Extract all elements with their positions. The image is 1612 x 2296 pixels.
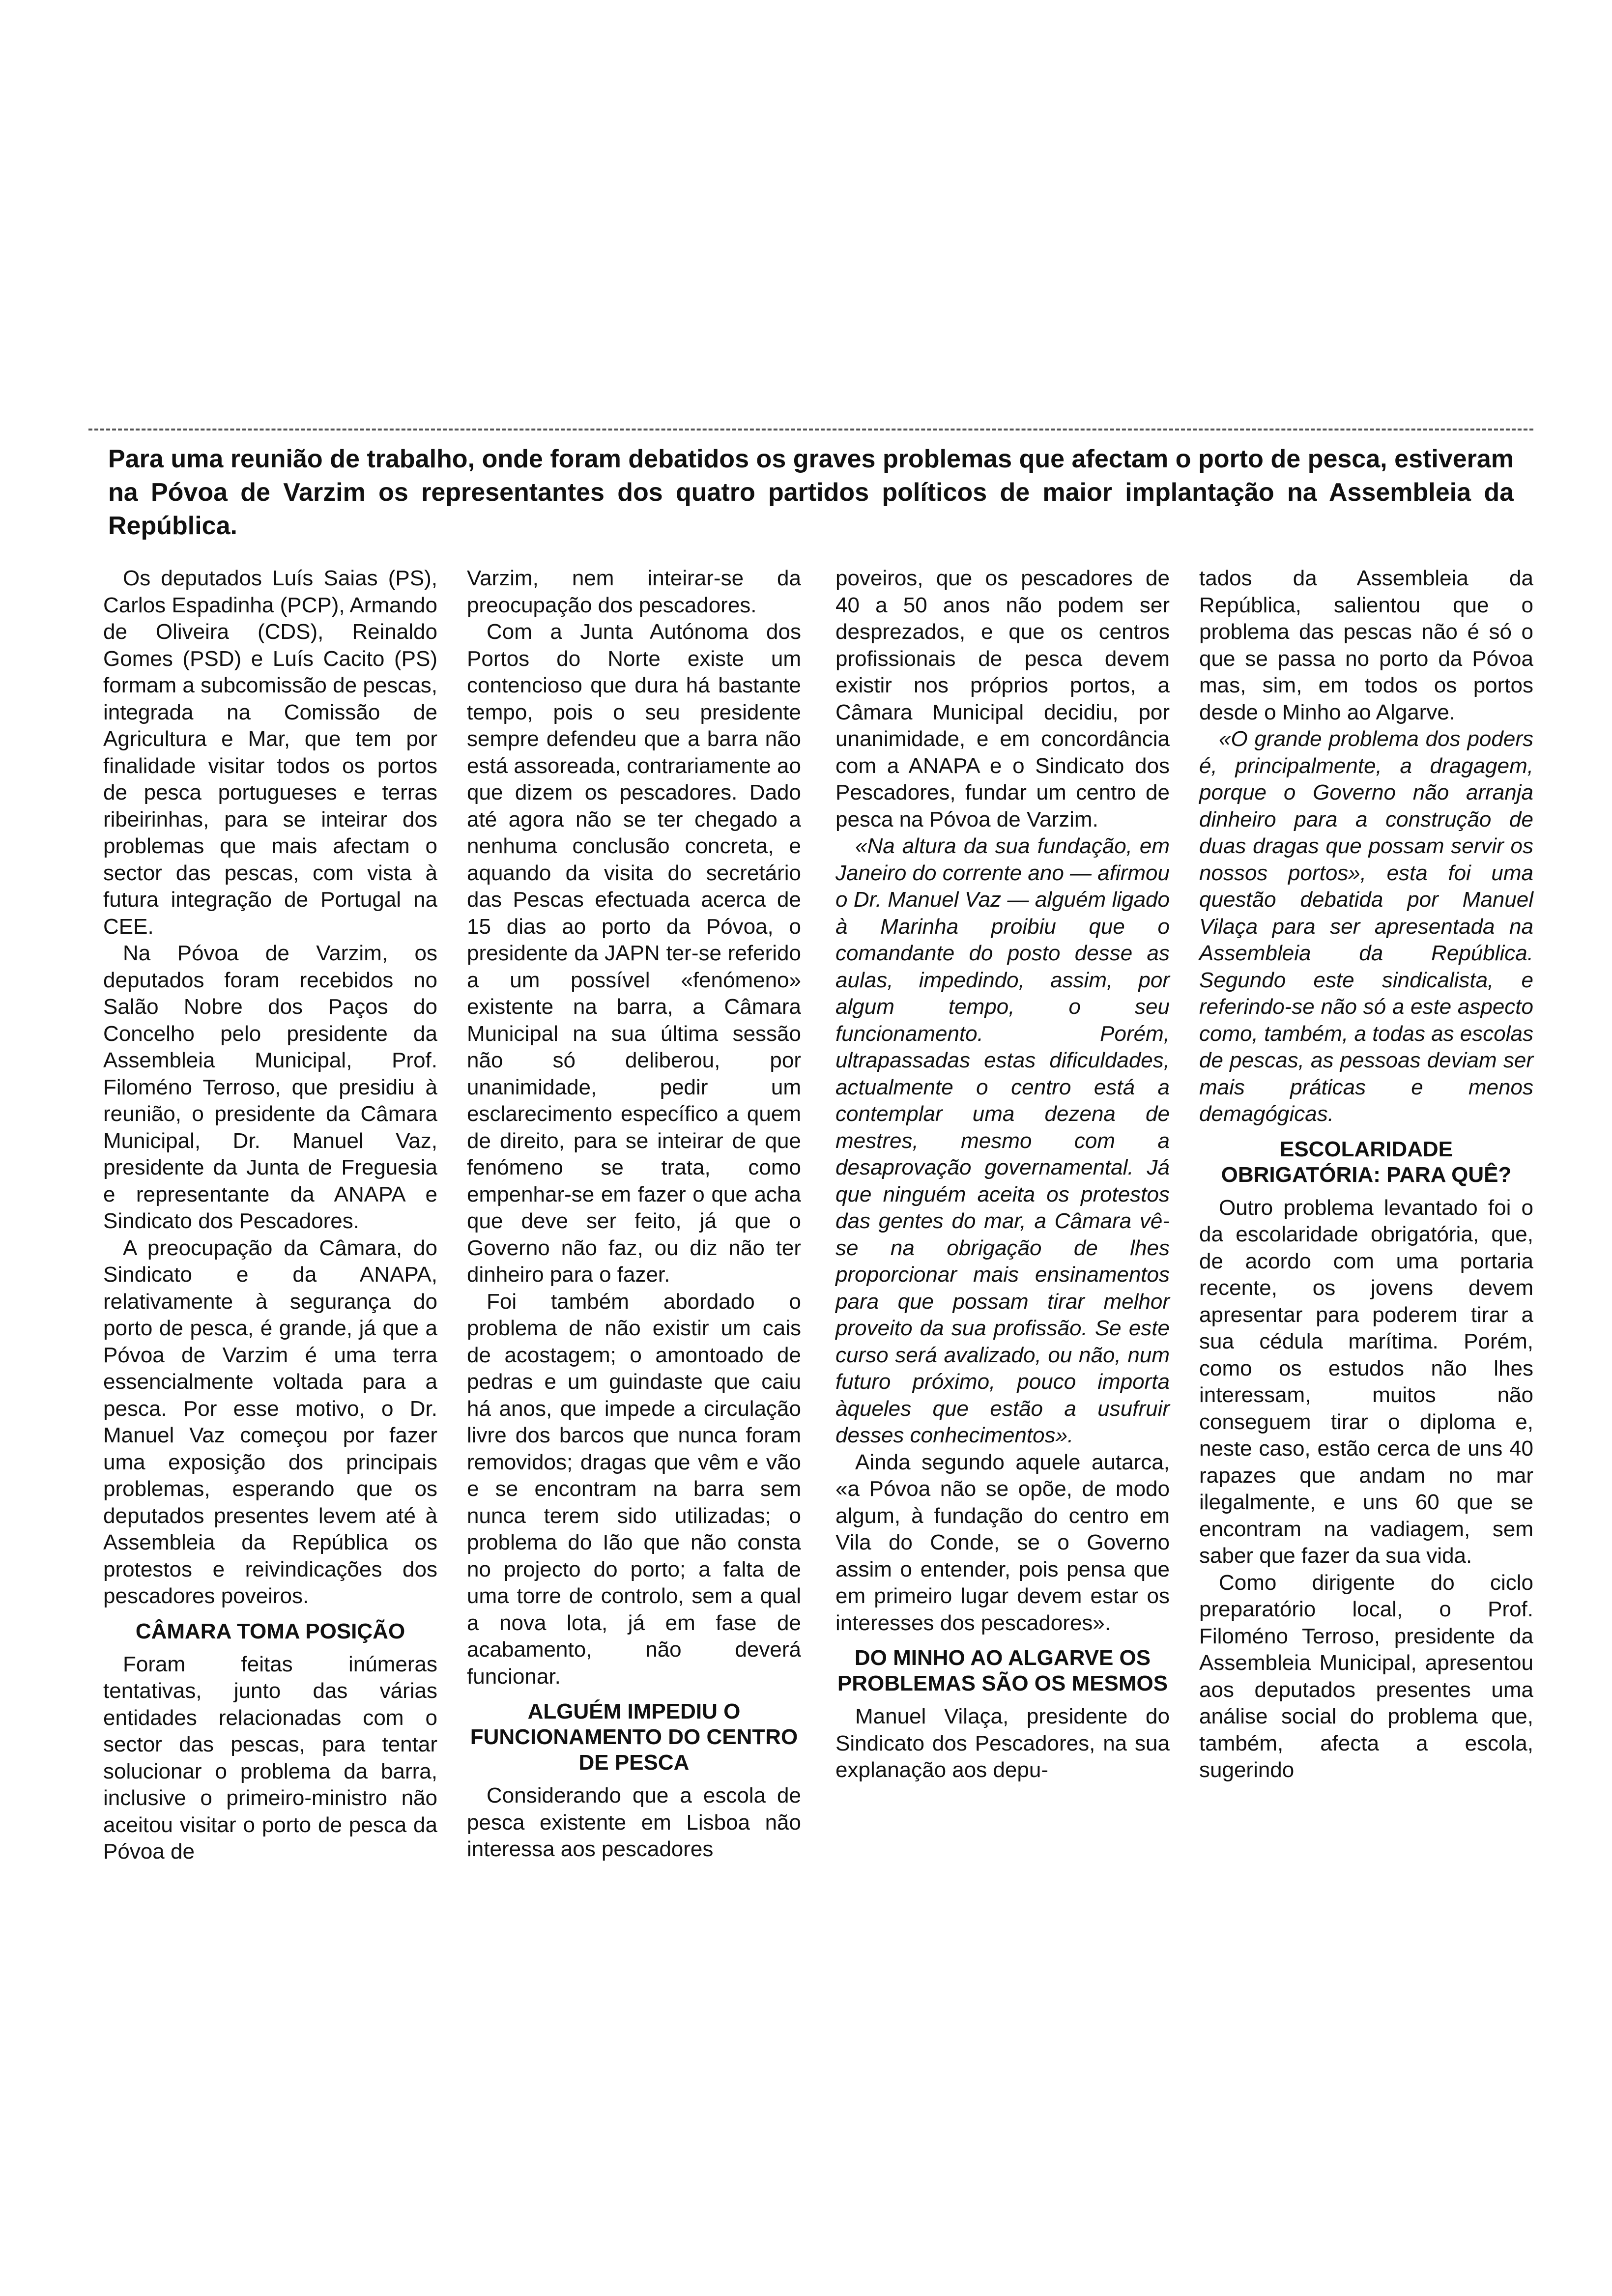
paragraph: A preocupação da Câmara, do Sindicato e da ANAPA, relativamente à segurança do porto de pesca, é grande, já que a Póvoa de Varzim é uma terra essencialmente voltada para a pesca. Por esse motivo, o Dr. Manuel Vaz começou por fazer uma exposição dos principais problemas, esperando que os deputados presentes levem até à Assembleia da República os protestos e reivindicações dos pescadores poveiros. bbox=[103, 1235, 437, 1608]
paragraph: Foram feitas inúmeras tentativas, junto das várias entidades relacionadas com o sector das pescas, para tentar solucionar o problema da barra, inclusive o primeiro-ministro não aceitou visitar o porto de pesca da Póvoa de bbox=[103, 1652, 437, 1864]
paragraph: Com a Junta Autónoma dos Portos do Norte existe um contencioso que dura há bastante tempo, pois o seu presidente sempre defendeu que a barra não está assoreada, contrariamente ao que dizem os pescadores. Dado até agora não se ter chegado a nenhuma conclusão concreta, e aquando da visita do secretário das Pescas efectuada acerca de 15 dias ao porto da Póvoa, o presidente da JAPN ter-se referido a um possível «fenómeno» existente na barra, a Câmara Municipal na sua última sessão não só deliberou, por unanimidade, pedir um esclarecimento específico a quem de direito, para se inteirar de que fenómeno se trata, como empenhar-se em fazer o que acha que deve ser feito, já que o Governo não faz, ou diz não ter dinheiro para o fazer. bbox=[467, 620, 801, 1287]
paragraph: Como dirigente do ciclo preparatório local, o Prof. Filoméno Terroso, presidente da Assembleia Municipal, apresentou aos deputados presentes uma análise social do problema que, também, afecta a escola, sugerindo bbox=[1199, 1570, 1533, 1782]
paragraph: poveiros, que os pescadores de 40 a 50 anos não podem ser desprezados, e que os centros profissionais de pesca devem existir nos próprios portos, a Câmara Municipal decidiu, por unanimidade, e em concordância com a ANAPA e o Sindicato dos Pescadores, fundar um centro de pesca na Póvoa de Varzim. bbox=[835, 566, 1170, 832]
section-heading: CÂMARA TOMA POSIÇÃO bbox=[135, 1619, 405, 1643]
paragraph: tados da Assembleia da República, salientou que o problema das pescas não é só o que se passa no porto da Póvoa mas, sim, em todos os portos desde o Minho ao Algarve. bbox=[1199, 566, 1533, 724]
paragraph: Os deputados Luís Saias (PS), Carlos Espadinha (PCP), Armando de Oliveira (CDS), Reinaldo Gomes (PSD) e Luís Cacito (PS) formam a subcomissão de pescas, integrada na Comissão de Agricultura e Mar, que tem por finalidade visitar todos os portos de pesca portugueses e terras ribeirinhas, para se inteirar dos problemas que mais afectam o sector das pescas, com vista à futura integração de Portugal na CEE. bbox=[103, 566, 437, 939]
paragraph: Varzim, nem inteirar-se da preocupação dos pescadores. bbox=[467, 566, 801, 617]
column-4 bbox=[1199, 565, 1533, 1784]
paragraph: Ainda segundo aquele autarca, «a Póvoa não se opõe, de modo algum, à fundação do centro em Vila do Conde, se o Governo assim o entender, pois pensa que em primeiro lugar devem estar os interesses dos pescadores». bbox=[835, 1450, 1170, 1635]
column-1 bbox=[103, 565, 437, 1866]
newspaper-clipping bbox=[88, 423, 1533, 1864]
paragraph: «O grande problema dos poders é, principalmente, a dragagem, porque o Governo não arranja dinheiro para a construção de duas dragas que possam servir os nossos portos», esta foi uma questão debatida por Manuel Vilaça para ser apresentada na Assembleia da República. Segundo este sindicalista, e referindo-se não só a este aspecto como, também, a todas as escolas de pescas, as pessoas deviam ser mais práticas e menos demagógicas. bbox=[1199, 727, 1533, 1126]
section-heading: ESCOLARIDADE OBRIGATÓRIA: PARA QUÊ? bbox=[1221, 1137, 1512, 1187]
article-lead: Para uma reunião de trabalho, onde foram debatidos os graves problemas que afectam o porto de pesca, estiveram na Póvoa de Varzim os representantes dos quatro partidos políticos de maior implantação na Assembleia da República. bbox=[108, 445, 1514, 540]
column-2 bbox=[467, 565, 801, 1863]
paragraph: Na Póvoa de Varzim, os deputados foram recebidos no Salão Nobre dos Paços do Concelho pelo presidente da Assembleia Municipal, Prof. Filoméno Terroso, que presidiu à reunião, o presidente da Câmara Municipal, Dr. Manuel Vaz, presidente da Junta de Freguesia e representante da ANAPA e Sindicato dos Pescadores. bbox=[103, 941, 437, 1233]
section-heading: DO MINHO AO ALGARVE OS PROBLEMAS SÃO OS MESMOS bbox=[837, 1646, 1168, 1695]
paragraph: Considerando que a escola de pesca existente em Lisboa não interessa aos pescadores bbox=[467, 1783, 801, 1861]
top-rule bbox=[88, 429, 1533, 432]
column-3 bbox=[835, 565, 1170, 1784]
paragraph: «Na altura da sua fundação, em Janeiro do corrente ano — afirmou o Dr. Manuel Vaz — alguém ligado à Marinha proibiu que o comandante do posto desse as aulas, impedindo, assim, por algum tempo, o seu funcionamento. Porém, ultrapassadas estas dificuldades, actualmente o centro está a contemplar uma dezena de mestres, mesmo com a desaprovação governamental. Já que ninguém aceita os protestos das gentes do mar, a Câmara vê-se na obrigação de lhes proporcionar mais ensinamentos para que possam tirar melhor proveito da sua profissão. Se este curso será avalizado, ou não, num futuro próximo, pouco importa àqueles que estão a usufruir desses conhecimentos». bbox=[835, 834, 1170, 1447]
section-heading: ALGUÉM IMPEDIU O FUNCIONAMENTO DO CENTRO DE PESCA bbox=[470, 1699, 798, 1775]
paragraph: Foi também abordado o problema de não existir um cais de acostagem; o amontoado de pedras e um guindaste que caiu há anos, que impede a circulação livre dos barcos que nunca foram removidos; dragas que vêm e vão e se encontram na barra sem nunca terem sido utilizadas; o problema do Ião que não consta no projecto do porto; a falta de uma torre de controlo, sem a qual a nova lota, já em fase de acabamento, não deverá funcionar. bbox=[467, 1289, 801, 1689]
paragraph: Outro problema levantado foi o da escolaridade obrigatória, que, de acordo com uma portaria recente, os jovens devem apresentar para poderem tirar a sua cédula marítima. Porém, como os estudos não lhes interessam, muitos não conseguem tirar o diploma e, neste caso, estão cerca de uns 40 rapazes que andam no mar ilegalmente, e uns 60 que se encontram na vadiagem, sem saber que fazer da sua vida. bbox=[1199, 1195, 1533, 1568]
paragraph: Manuel Vilaça, presidente do Sindicato dos Pescadores, na sua explanação aos depu- bbox=[835, 1704, 1170, 1782]
